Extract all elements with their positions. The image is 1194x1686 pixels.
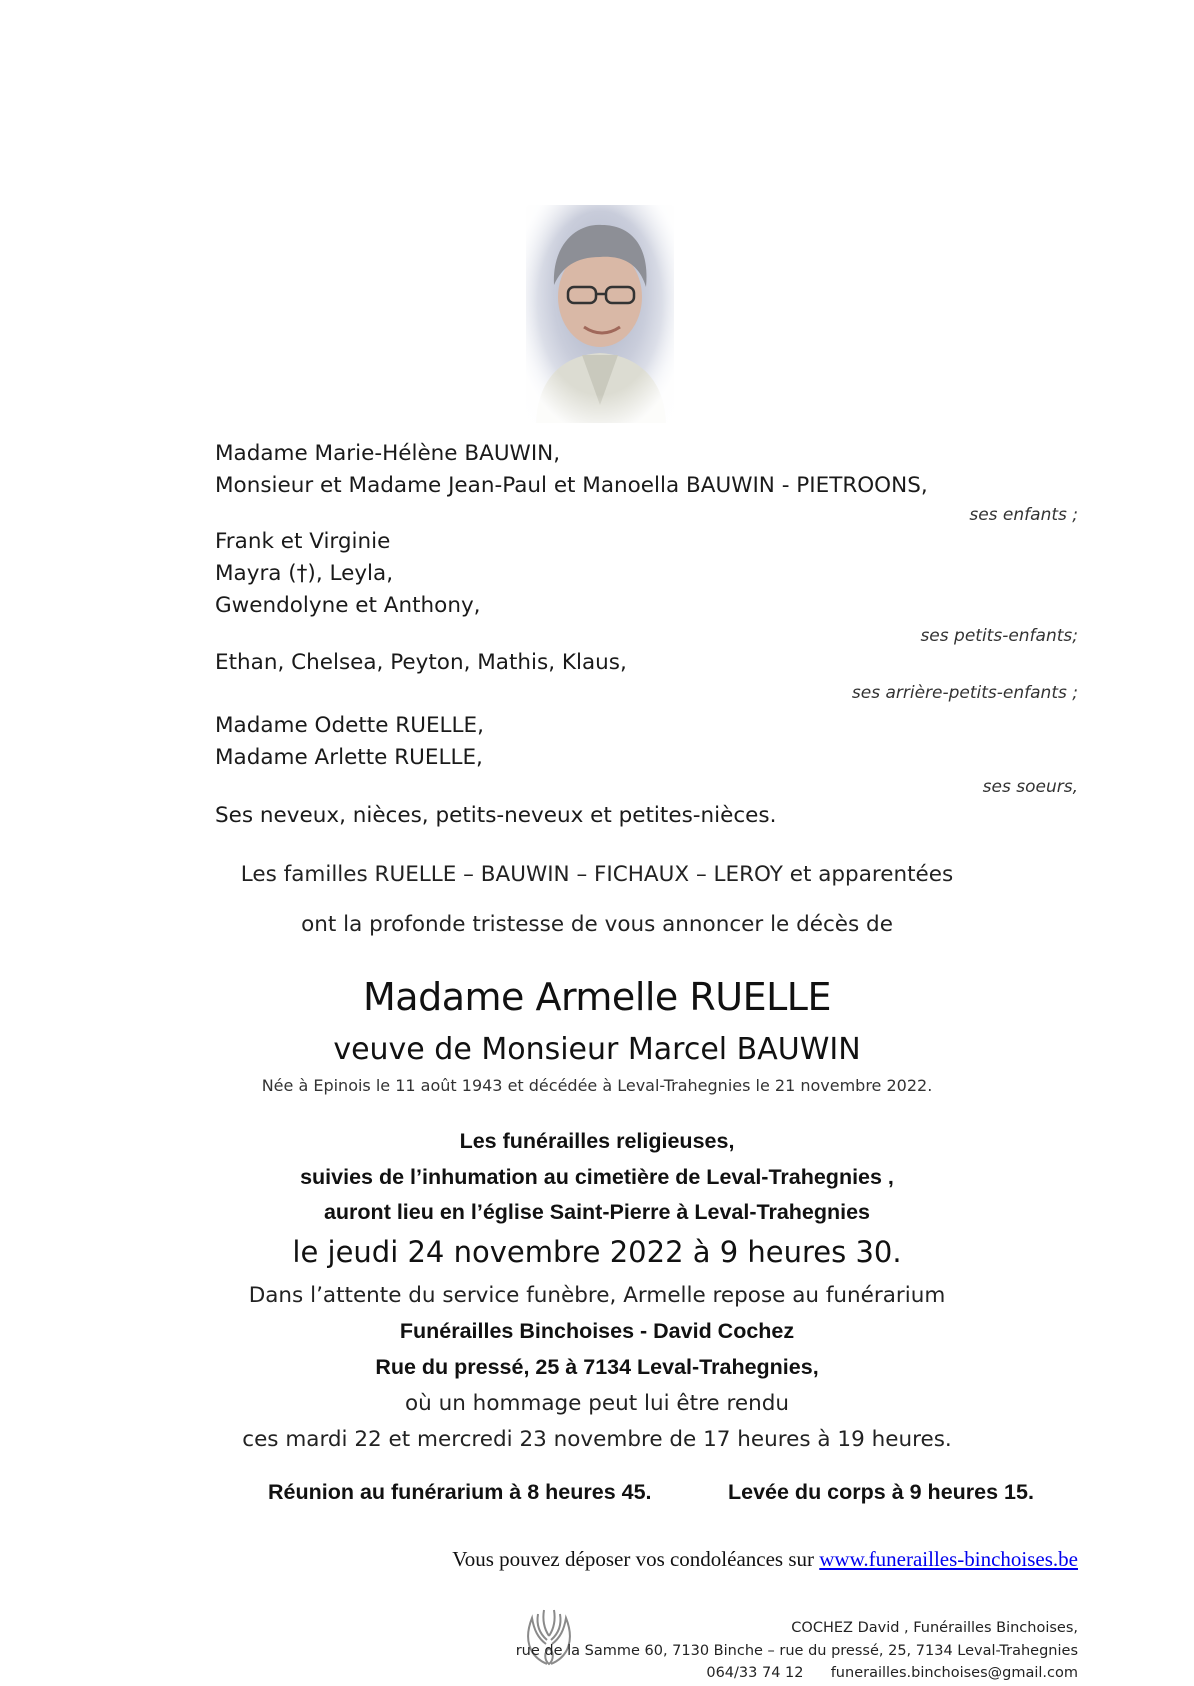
funeral-line-3: auront lieu en l’église Saint-Pierre à Leval-Trahegnies [323,1200,871,1224]
lift-time: Levée du corps à 9 heures 15. [728,1480,1034,1504]
funerarium-name: Funérailles Binchoises - David Cochez [399,1319,795,1343]
visiting-hours: ces mardi 22 et mercredi 23 novembre de 17 heures à 19 heures. [242,1427,952,1452]
footer-phone: 064/33 74 12 [706,1665,804,1681]
grandchild-3: Gwendolyne et Anthony, [215,593,481,618]
birth-death-line: Née à Epinois le 11 août 1943 et décédée à Leval-Trahegnies le 21 novembre 2022. [261,1076,933,1095]
sorrow-line: ont la profonde tristesse de vous annoncer le décès de [301,912,893,937]
deceased-name: Madame Armelle RUELLE [363,975,831,1019]
footer-contact [706,1665,1078,1681]
footer-line-1: COCHEZ David , Funérailles Binchoises, [791,1620,1078,1636]
condolences-line [452,1547,1078,1572]
funeral-date: le jeudi 24 novembre 2022 à 9 heures 30. [292,1235,902,1269]
portrait-illustration [526,205,674,423]
widow-of: veuve de Monsieur Marcel BAUWIN [333,1032,861,1067]
nephews-line: Ses neveux, nièces, petits-neveux et petites-nièces. [215,803,777,828]
sister-1: Madame Odette RUELLE, [215,713,484,738]
children-role: ses enfants ; [969,505,1078,525]
great-grandchildren-role: ses arrière-petits-enfants ; [851,683,1078,703]
grandchild-2: Mayra (†), Leyla, [215,561,394,586]
families-line: Les familles RUELLE – BAUWIN – FICHAUX – LEROY et apparentées [240,862,954,887]
condolences-link[interactable]: www.funerailles-binchoises.be [819,1547,1078,1571]
grandchildren-role: ses petits-enfants; [920,626,1078,646]
child-1: Madame Marie-Hélène BAUWIN, [215,441,561,466]
portrait-photo [526,205,674,423]
great-grandchild-1: Ethan, Chelsea, Peyton, Mathis, Klaus, [215,650,627,675]
meeting-time: Réunion au funérarium à 8 heures 45. [268,1480,652,1504]
sisters-role: ses soeurs, [982,777,1078,797]
footer-line-2: rue de la Samme 60, 7130 Binche – rue du pressé, 25, 7134 Leval-Trahegnies [515,1643,1078,1659]
homage-line: où un hommage peut lui être rendu [404,1391,789,1416]
grandchild-1: Frank et Virginie [215,529,391,554]
child-2: Monsieur et Madame Jean-Paul et Manoella BAUWIN - PIETROONS, [215,473,928,498]
footer-email: funerailles.binchoises@gmail.com [830,1665,1078,1681]
condolences-text: Vous pouvez déposer vos condoléances sur [452,1547,815,1571]
funerarium-address: Rue du pressé, 25 à 7134 Leval-Trahegnies, [375,1355,819,1379]
funeral-line-1: Les funérailles religieuses, [459,1129,735,1153]
funeral-line-2: suivies de l’inhumation au cimetière de Leval-Trahegnies , [300,1165,894,1189]
sister-2: Madame Arlette RUELLE, [215,745,483,770]
rest-line: Dans l’attente du service funèbre, Armelle repose au funérarium [248,1283,946,1308]
